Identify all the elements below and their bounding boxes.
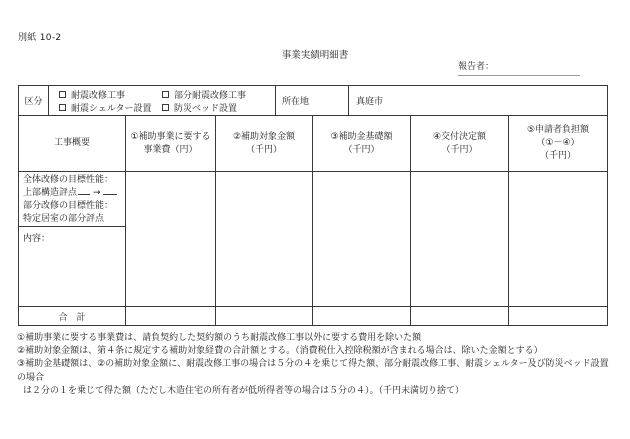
header-text: ③補助金基礎額 — [330, 131, 393, 142]
data-cell-grant-decision-amount — [411, 172, 509, 306]
reporter-label: 報告者： — [458, 62, 495, 72]
checkbox-label: 防災ベッド設置 — [174, 104, 238, 114]
header-cell-applicant-burden — [509, 116, 607, 171]
checkbox-option-partial-retrofit[interactable] — [162, 88, 246, 101]
location-value: 真庭市 — [356, 97, 384, 107]
checkbox-option-seismic-retrofit[interactable] — [59, 88, 162, 101]
checkbox-label: 耐震シェルター設置 — [71, 104, 152, 114]
total-cell-subsidy-base-amount — [313, 307, 411, 325]
location-label-cell — [276, 86, 349, 115]
footnotes — [17, 332, 617, 398]
header-text: ②補助対象金額 — [232, 131, 296, 142]
total-cell-subsidy-target-amount — [216, 307, 313, 325]
overview-line: 特定居室の部分評点 — [23, 214, 105, 224]
checkbox-icon[interactable] — [162, 104, 169, 111]
reporter-field[interactable] — [458, 59, 580, 76]
total-label-cell — [19, 307, 126, 325]
checkbox-line-1 — [49, 88, 275, 101]
header-cell-grant-decision-amount — [411, 116, 509, 171]
footnote-line-1: ①補助事業に要する事業費は、請負契約した契約額のうち耐震改修工事以外に要する費用を除いた額 — [17, 333, 422, 343]
overview-line: 部分改修の目標性能： — [23, 201, 114, 211]
category-options-cell — [49, 86, 276, 115]
total-cell-applicant-burden — [509, 307, 607, 325]
data-cell-subsidy-base-amount — [313, 172, 411, 306]
footnote-line-3: ③補助金基礎額は、②の補助対象金額に、耐震改修工事の場合は５分の４を乗じて得た額、部分耐震改修工事、耐震シェルター及び防災ベッド設置の場合 — [17, 359, 609, 383]
header-text: 事業費（円） — [143, 144, 198, 155]
total-row — [19, 306, 607, 325]
header-text: ④交付決定額 — [432, 131, 487, 142]
total-cell-grant-decision-amount — [411, 307, 509, 325]
checkbox-option-shelter[interactable] — [59, 101, 162, 114]
attachment-label: 別紙 10-2 — [18, 33, 62, 43]
header-text: （千円） — [245, 144, 282, 155]
total-label: 合 計 — [58, 312, 86, 323]
form-table — [18, 85, 608, 326]
header-text: ①補助事業に要する — [130, 131, 211, 142]
header-row — [19, 115, 607, 171]
header-cell-work-overview — [19, 116, 126, 171]
total-cell-project-cost — [126, 307, 216, 325]
score-blank-line — [23, 187, 123, 200]
header-text: （千円） — [441, 144, 478, 155]
category-row — [19, 86, 607, 115]
header-text: ⑤申請者負担額 — [526, 125, 590, 135]
checkbox-line-2 — [49, 101, 275, 114]
content-label: 内容： — [23, 234, 51, 244]
page-title: 事業実績明細書 — [281, 50, 349, 61]
blank-line[interactable] — [103, 187, 117, 195]
content-block — [19, 227, 125, 306]
data-cell-applicant-burden — [509, 172, 607, 306]
data-cell-project-cost — [126, 172, 216, 306]
checkbox-icon[interactable] — [59, 104, 66, 111]
checkbox-label: 耐震改修工事 — [71, 91, 126, 101]
blank-line[interactable] — [78, 187, 90, 195]
category-label-cell — [19, 86, 49, 115]
checkbox-icon[interactable] — [162, 91, 169, 98]
category-label: 区分 — [24, 97, 43, 107]
header-cell-subsidy-target-amount — [216, 116, 313, 171]
header-cell-subsidy-base-amount — [313, 116, 411, 171]
data-cell-subsidy-target-amount — [216, 172, 313, 306]
footnote-line-2: ②補助対象金額は、第４条に規定する補助対象経費の合計額とする。（消費税仕入控除税額が含まれる場合は、除いた金額とする） — [17, 346, 543, 357]
checkbox-label: 部分耐震改修工事 — [174, 91, 247, 101]
header-text: 工事概要 — [53, 138, 90, 148]
work-overview-cell — [19, 172, 126, 306]
header-text: （千円） — [539, 151, 576, 161]
checkbox-icon[interactable] — [59, 91, 66, 98]
target-performance-block — [19, 172, 125, 227]
location-value-cell — [349, 86, 607, 115]
header-text: （①－④） — [536, 138, 580, 148]
location-label: 所在地 — [282, 97, 310, 107]
header-text: （千円） — [343, 144, 380, 155]
data-row — [19, 171, 607, 306]
score-label: 上部構造評点 — [23, 188, 78, 198]
overview-line: 全体改修の目標性能： — [23, 175, 114, 185]
checkbox-option-disaster-bed[interactable] — [162, 101, 237, 114]
header-cell-project-cost — [126, 116, 216, 171]
arrow-text: → — [93, 188, 101, 198]
footnote-line-4: は２分の１を乗じて得た額（ただし木造住宅の所有者が低所得者等の場合は５分の４）。（千円未満切り捨て） — [23, 385, 465, 396]
